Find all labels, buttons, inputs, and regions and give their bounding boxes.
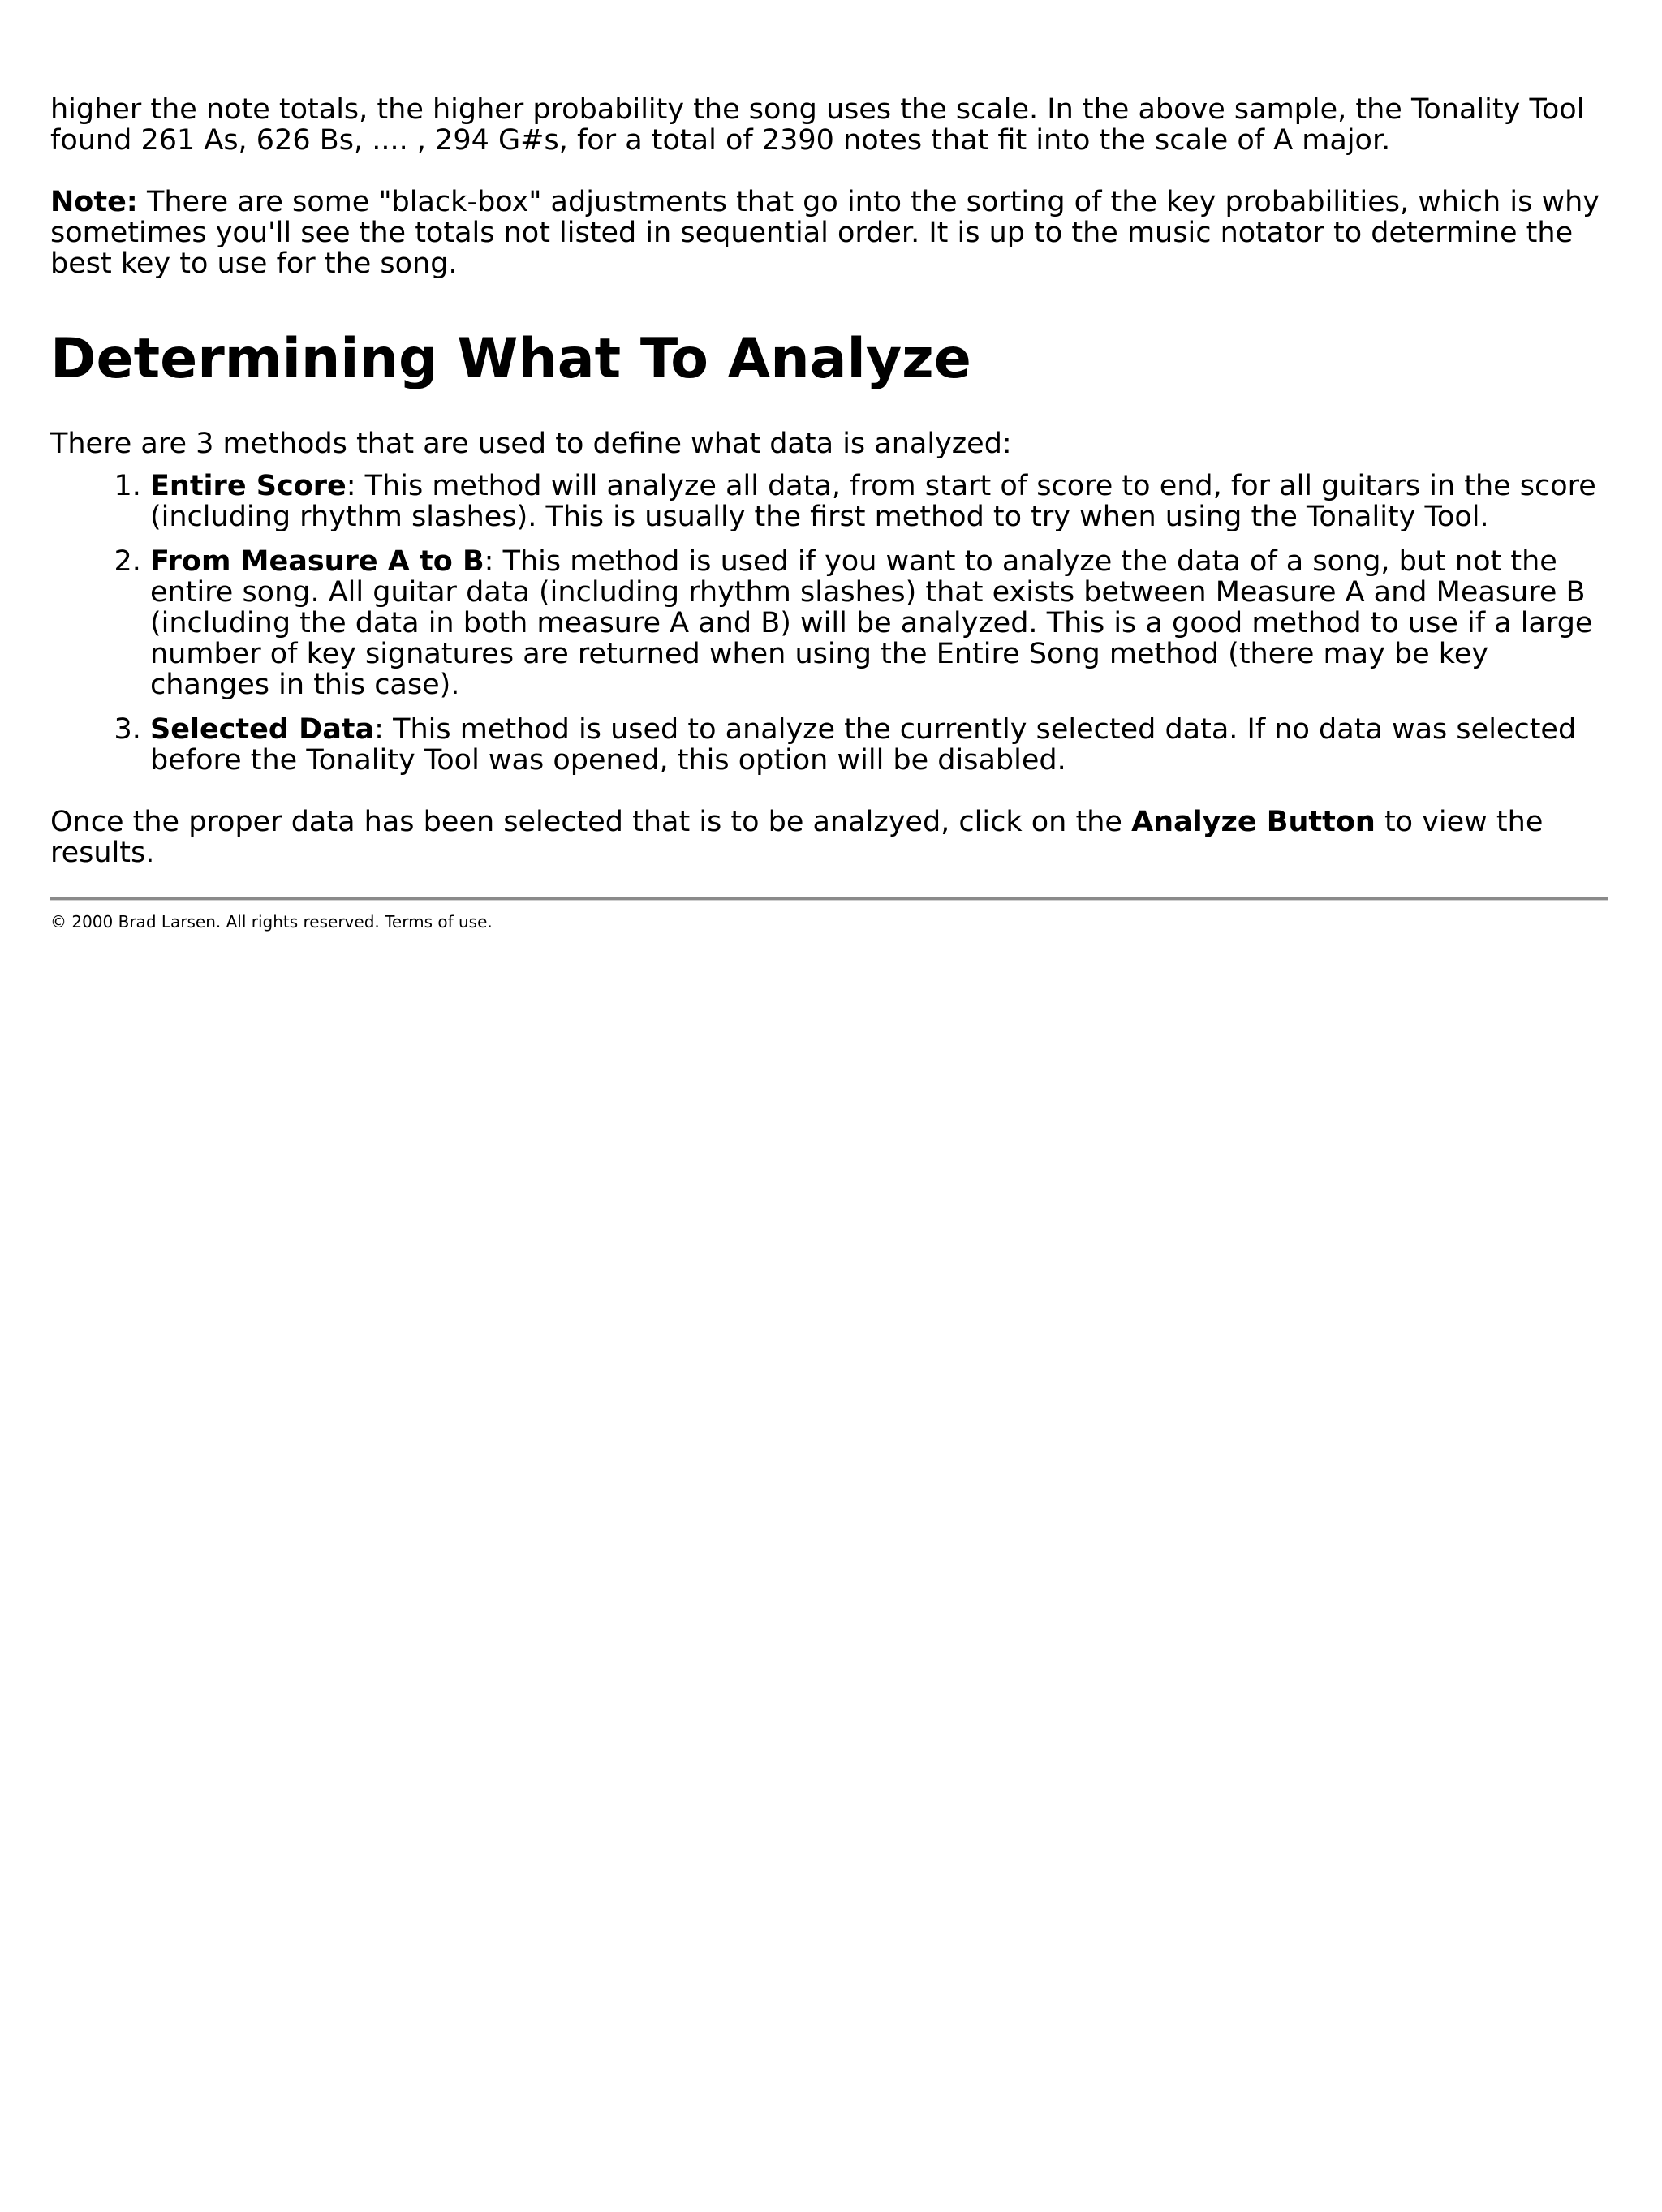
note-label: Note: (50, 186, 138, 218)
note-paragraph (50, 187, 1608, 279)
note-text: There are some "black-box" adjustments that go into the sorting of the key probabilities, which is why sometimes you'll see the totals not listed in sequential order. It is up to the music notator to determine the best key to use for the song. (50, 186, 1600, 280)
method-text: : This method is used if you want to analyze the data of a song, but not the entire song. All guitar data (including rhythm slashes) that exists between Measure A and Measure B (including the data in both measure A and B) will be analyzed. This is a good method to use if a large number of key signatures are returned when using the Entire Song method (there may be key changes in this case). (150, 545, 1593, 701)
footer-divider (50, 897, 1608, 901)
document-page (50, 94, 1608, 932)
outro-text-before: Once the proper data has been selected that is to be analzyed, click on the (50, 806, 1132, 838)
method-title: Selected Data (150, 713, 375, 746)
section-heading: Determining What To Analyze (50, 327, 971, 391)
analyze-button-reference: Analyze Button (1131, 806, 1376, 838)
method-item-entire-score (150, 471, 1608, 532)
method-title: From Measure A to B (150, 545, 484, 578)
intro-paragraph: higher the note totals, the higher probability the song uses the scale. In the above sample, the Tonality Tool found 261 As, 626 Bs, .... , 294 G#s, for a total of 2390 notes that fit into the scale of A major. (50, 93, 1585, 157)
method-title: Entire Score (150, 470, 347, 502)
methods-list (50, 471, 1608, 776)
methods-intro-paragraph: There are 3 methods that are used to define what data is analyzed: (50, 428, 1012, 460)
method-text: : This method is used to analyze the currently selected data. If no data was selected before the Tonality Tool was opened, this option will be disabled. (150, 713, 1577, 777)
copyright-footer: © 2000 Brad Larsen. All rights reserved. Terms of use. (50, 912, 493, 932)
outro-text-after: to view the results. (50, 806, 1544, 869)
method-item-selected-data (150, 714, 1608, 776)
method-item-measure-range (150, 546, 1608, 700)
outro-paragraph (50, 807, 1608, 868)
method-text: : This method will analyze all data, from start of score to end, for all guitars in the score (including rhythm slashes). This is usually the first method to try when using the Tonality Tool. (150, 470, 1596, 533)
